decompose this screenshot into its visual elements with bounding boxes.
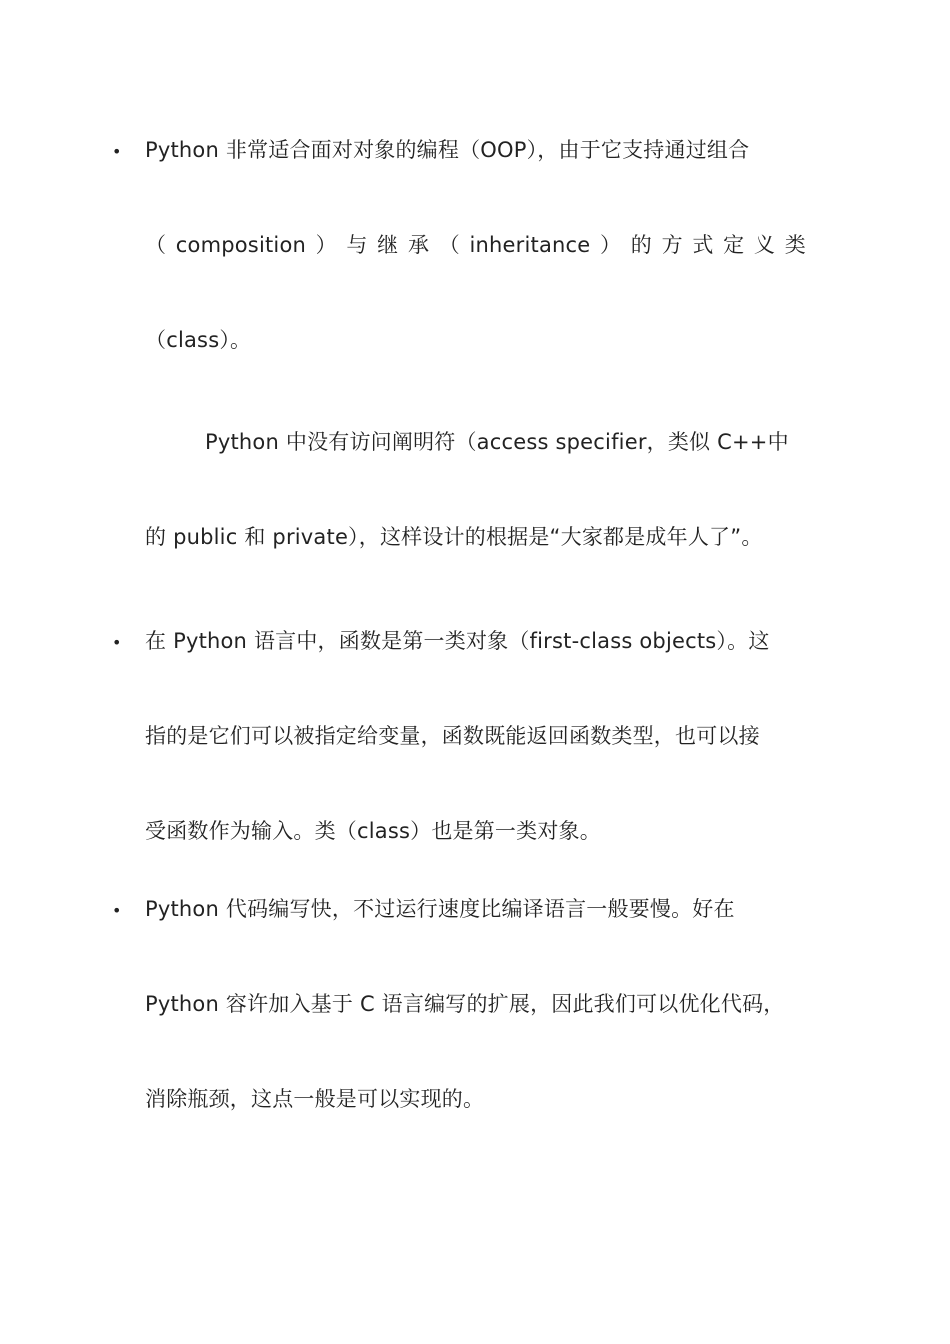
justified-token: ） <box>315 233 337 257</box>
justified-token: ） <box>600 233 622 257</box>
justified-token: 式 <box>692 233 714 257</box>
paragraph-line: 受函数作为输入。类（class）也是第一类对象。 <box>145 819 601 843</box>
justified-token: inheritance <box>469 233 591 257</box>
justified-token: （ <box>145 233 167 257</box>
paragraph-line: Python 代码编写快，不过运行速度比编译语言一般要慢。好在 <box>145 897 735 921</box>
justified-token: 义 <box>753 233 776 257</box>
paragraph-line: Python 容许加入基于 C 语言编写的扩展，因此我们可以优化代码， <box>145 992 785 1016</box>
paragraph-line: （class）。 <box>145 328 252 352</box>
justified-token: （ <box>438 233 460 257</box>
paragraph-line: 在 Python 语言中，函数是第一类对象（first-class objects）。这 <box>145 629 770 653</box>
bullet-marker: • <box>112 142 122 161</box>
justified-token: 的 <box>630 233 652 257</box>
paragraph-line: Python 中没有访问阐明符（access specifier，类似 C++中 <box>205 430 789 454</box>
bullet-marker: • <box>112 633 122 652</box>
justified-token: 承 <box>407 233 430 257</box>
justified-token: 与 <box>346 233 368 257</box>
bullet-marker: • <box>112 901 122 920</box>
paragraph-line: Python 非常适合面对对象的编程（OOP），由于它支持通过组合 <box>145 138 750 162</box>
paragraph-line: 指的是它们可以被指定给变量，函数既能返回函数类型，也可以接 <box>145 724 760 748</box>
paragraph-line: 消除瓶颈，这点一般是可以实现的。 <box>145 1087 485 1111</box>
justified-token: 类 <box>784 233 806 257</box>
justified-token: 继 <box>377 233 399 257</box>
justified-token: composition <box>175 233 307 257</box>
justified-token: 定 <box>723 233 745 257</box>
justified-token: 方 <box>661 233 683 257</box>
paragraph-line: 的 public 和 private），这样设计的根据是“大家都是成年人了”。 <box>145 525 763 549</box>
paragraph-line-justified <box>145 230 806 260</box>
